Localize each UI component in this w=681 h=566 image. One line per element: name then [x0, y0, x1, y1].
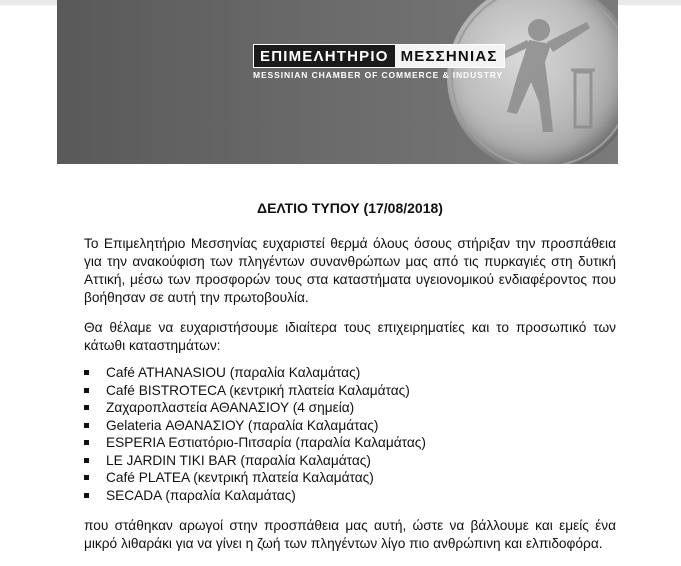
list-item [84, 382, 616, 400]
letterhead-banner [57, 0, 618, 164]
store-name: Café PLATEA (κεντρική πλατεία Καλαμάτας) [106, 470, 374, 485]
chamber-name [253, 44, 505, 68]
press-release-title: ΔΕΛΤΙΟ ΤΥΠΟΥ (17/08/2018) [257, 200, 443, 216]
bullet-icon [84, 458, 89, 463]
paragraph-closing: που στάθηκαν αρωγοί στην προσπάθεια μας αυτή, ώστε να βάλλουμε και εμείς ένα μικρό λιθαράκι για να γίνει η ζωή των πληγέντων λίγο πιο ανθρώπινη και ελπιδοφόρα. [84, 518, 616, 551]
store-name: ESPERIA Εστιατόριο-Πιτσαρία (παραλία Καλαμάτας) [106, 435, 426, 450]
paragraph-intro-list: Θα θέλαμε να ευχαριστήσουμε ιδιαίτερα τους επιχειρηματίες και το προσωπικό των κάτωθι καταστημάτων: [84, 320, 616, 353]
store-name: Ζαχαροπλαστεία ΑΘΑΝΑΣΙΟΥ (4 σημεία) [106, 400, 355, 415]
bullet-icon [84, 423, 89, 428]
store-name: Café ATHANASIOU (παραλία Καλαμάτας) [106, 365, 361, 380]
bullet-icon [84, 370, 89, 375]
list-item [84, 399, 616, 417]
store-list [84, 364, 616, 504]
bullet-icon [84, 440, 89, 445]
list-item [84, 469, 616, 487]
list-item [84, 487, 616, 505]
chamber-subtitle: MESSINIAN CHAMBER OF COMMERCE & INDUSTRY [253, 70, 504, 80]
list-item [84, 434, 616, 452]
bullet-icon [84, 493, 89, 498]
chamber-name-part1: ΕΠΙΜΕΛΗΤΗΡΙΟ [254, 45, 395, 67]
chamber-name-part2: ΜΕΣΣΗΝΙΑΣ [395, 45, 504, 67]
list-item [84, 417, 616, 435]
store-name: LE JARDIN TIKI BAR (παραλία Καλαμάτας) [106, 452, 371, 468]
store-name: SECADA (παραλία Καλαμάτας) [106, 487, 296, 503]
store-name: Gelateria ΑΘΑΝΑΣΙΟΥ (παραλία Καλαμάτας) [106, 417, 379, 433]
list-item [84, 452, 616, 470]
chamber-logo [253, 44, 504, 84]
bullet-icon [84, 388, 89, 393]
bullet-icon [84, 475, 89, 480]
paragraph-thanks: Το Επιμελητήριο Μεσσηνίας ευχαριστεί θερμά όλους όσους στήριξαν την προσπάθεια για την ανακούφιση των πληγέντων συνανθρώπων μας από τις πυρκαγιές στη δυτική Αττική, μέσω των προσφορών τους στα καταστήματα υγειονομικού ενδιαφέροντος που βοήθησαν σε αυτή την πρωτοβουλία. [84, 236, 616, 305]
store-name: Café BISTROTECA (κεντρική πλατεία Καλαμάτας) [106, 382, 410, 398]
press-release-body [84, 200, 616, 565]
bullet-icon [84, 405, 89, 410]
list-item [84, 364, 616, 382]
